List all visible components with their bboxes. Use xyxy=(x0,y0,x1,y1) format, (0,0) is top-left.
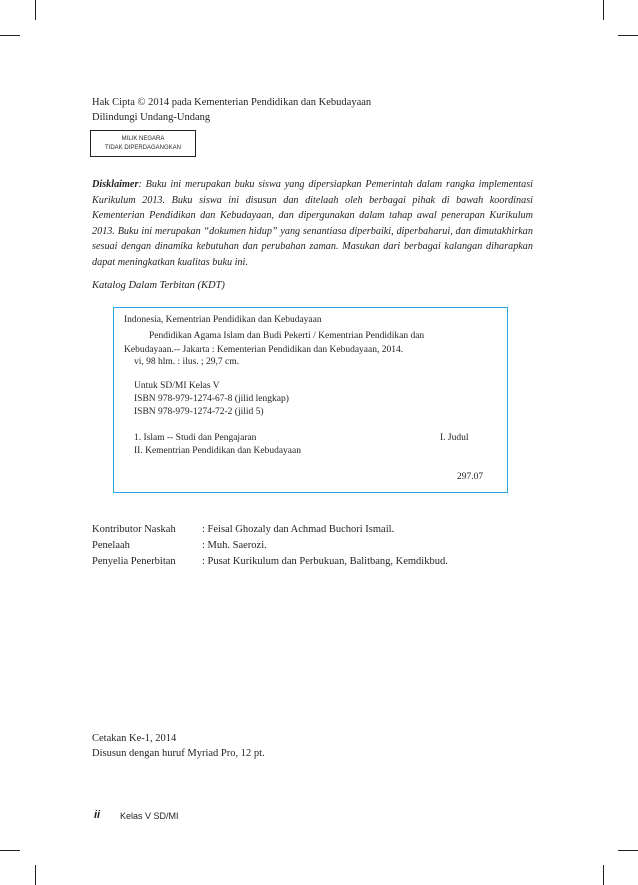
kdt-classification: 297.07 xyxy=(457,472,484,482)
kdt-title-line: Pendidikan Agama Islam dan Budi Pekerti / Kementrian Pendidikan dan xyxy=(149,331,425,341)
crop-mark xyxy=(35,0,36,20)
crop-mark xyxy=(0,850,20,851)
contributor-label: Kontributor Naskah xyxy=(92,524,176,535)
stamp-line-2: TIDAK DIPERDAGANGKAN xyxy=(104,145,181,151)
kdt-publisher-line: Kebudayaan.-- Jakarta : Kementerian Pendidikan dan Kebudayaan, 2014. xyxy=(124,345,404,355)
edition-line: Cetakan Ke-1, 2014 xyxy=(92,733,177,744)
crop-mark xyxy=(603,0,604,20)
crop-mark xyxy=(618,35,638,36)
kdt-author: Indonesia, Kementrian Pendidikan dan Kebudayaan xyxy=(124,315,322,325)
reviewer-value: : Muh. Saerozi. xyxy=(202,540,267,551)
crop-mark xyxy=(603,865,604,885)
kdt-isbn-1: ISBN 978-979-1274-67-8 (jilid lengkap) xyxy=(134,394,289,404)
page-number: ii xyxy=(94,809,101,821)
supervisor-value: : Pusat Kurikulum dan Perbukuan, Balitbang, Kemdikbud. xyxy=(202,556,448,567)
edition-info xyxy=(92,731,265,761)
protection-line: Dilindungi Undang-Undang xyxy=(92,112,211,123)
crop-mark xyxy=(618,850,638,851)
kdt-isbn-2: ISBN 978-979-1274-72-2 (jilid 5) xyxy=(134,407,264,417)
kdt-audience: Untuk SD/MI Kelas V xyxy=(134,381,220,391)
crop-mark xyxy=(35,865,36,885)
kdt-box xyxy=(113,307,508,493)
kdt-subject-2: II. Kementrian Pendidikan dan Kebudayaan xyxy=(134,446,301,456)
reviewer-label: Penelaah xyxy=(92,540,130,551)
supervisor-label: Penyelia Penerbitan xyxy=(92,556,176,567)
disclaimer-label: Disklaimer xyxy=(92,179,139,190)
disclaimer-text: : Buku ini merupakan buku siswa yang dipersiapkan Pemerintah dalam rangka implementasi Kurikulum 2013. Buku siswa ini disusun dan ditelaah oleh berbagai pihak di bawah koordinasi Kementerian Pendidikan dan Kebudayaan, dan dipergunakan dalam tahap awal penerapan Kurikulum 2013. Buku ini merupakan “dokumen hidup” yang senantiasa diperbaiki, diperbaharui, dan dimutakhirkan sesuai dengan dinamika kebutuhan dan perubahan zaman. Masukan dari berbagai kalangan diharapkan dapat meningkatkan kualitas buku ini. xyxy=(92,179,533,268)
running-head: Kelas V SD/MI xyxy=(120,811,179,821)
crop-mark xyxy=(0,35,20,36)
disclaimer-paragraph xyxy=(92,177,533,270)
stamp-line-1: MILIK NEGARA xyxy=(121,136,165,142)
not-for-sale-stamp xyxy=(90,130,196,157)
kdt-physical: vi, 98 hlm. : ilus. ; 29,7 cm. xyxy=(134,357,240,367)
contributor-value: : Feisal Ghozaly dan Achmad Buchori Ismail. xyxy=(202,524,395,535)
typeface-line: Disusun dengan huruf Myriad Pro, 12 pt. xyxy=(92,748,265,759)
copyright-notice xyxy=(92,95,371,125)
copyright-line: Hak Cipta © 2014 pada Kementerian Pendidikan dan Kebudayaan xyxy=(92,97,372,108)
kdt-heading: Katalog Dalam Terbitan (KDT) xyxy=(92,280,225,291)
kdt-subject-1: 1. Islam -- Studi dan Pengajaran xyxy=(134,433,257,443)
kdt-subject-1-right: I. Judul xyxy=(440,433,469,443)
